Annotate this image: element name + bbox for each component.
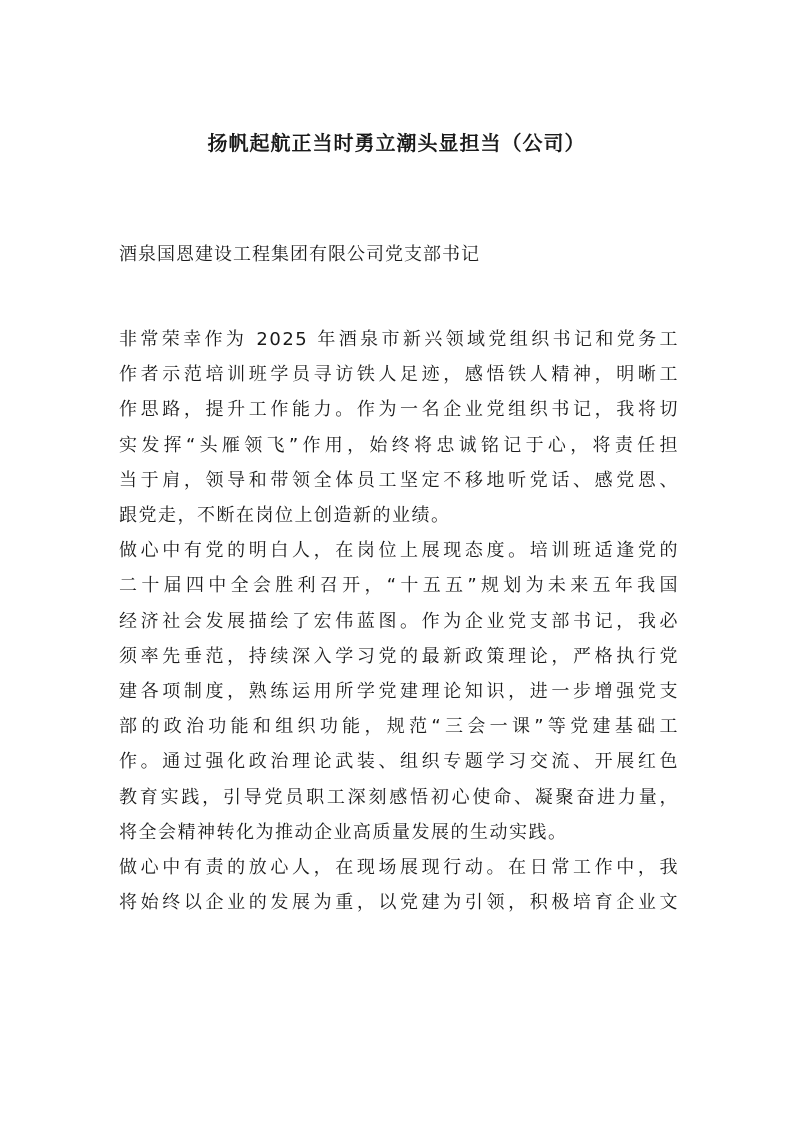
paragraph	[119, 322, 679, 533]
text-line: 须率先垂范，持续深入学习党的最新政策理论，严格执行党	[119, 645, 679, 667]
text-line: 做心中有党的明白人，在岗位上展现态度。培训班适逢党的	[119, 540, 679, 562]
text-line: 建各项制度，熟练运用所学党建理论知识，进一步增强党支	[119, 681, 679, 703]
paragraph	[119, 533, 679, 850]
text-line: 将全会精神转化为推动企业高质量发展的生动实践。	[119, 821, 568, 843]
paragraph	[119, 850, 679, 920]
text-line: 实发挥“头雁领飞”作用，始终将忠诚铭记于心，将责任担	[119, 434, 679, 456]
text-line: 教育实践，引导党员职工深刻感悟初心使命、凝聚奋进力量，	[119, 786, 679, 808]
author-line: 酒泉国恩建设工程集团有限公司党支部书记	[119, 244, 480, 265]
text-line: 作者示范培训班学员寻访铁人足迹，感悟铁人精神，明晰工	[119, 364, 679, 386]
text-line: 做心中有责的放心人，在现场展现行动。在日常工作中，我	[119, 857, 679, 879]
text-line: 部的政治功能和组织功能，规范“三会一课”等党建基础工	[119, 716, 679, 738]
text-line: 非常荣幸作为 2025 年酒泉市新兴领域党组织书记和党务工	[119, 329, 679, 350]
text-line: 经济社会发展描绘了宏伟蓝图。作为企业党支部书记，我必	[119, 610, 679, 632]
document-body	[119, 322, 679, 920]
text-line: 将始终以企业的发展为重，以党建为引领，积极培育企业文	[119, 892, 679, 914]
text-line: 跟党走，不断在岗位上创造新的业绩。	[119, 505, 451, 527]
document-title: 扬帆起航正当时勇立潮头显担当（公司）	[207, 131, 586, 155]
text-line: 作。通过强化政治理论武装、组织专题学习交流、开展红色	[119, 751, 679, 773]
text-line: 作思路，提升工作能力。作为一名企业党组织书记，我将切	[119, 399, 679, 421]
text-line: 二十届四中全会胜利召开，“十五五”规划为未来五年我国	[119, 575, 679, 597]
text-line: 当于肩，领导和带领全体员工坚定不移地听党话、感党恩、	[119, 469, 679, 491]
